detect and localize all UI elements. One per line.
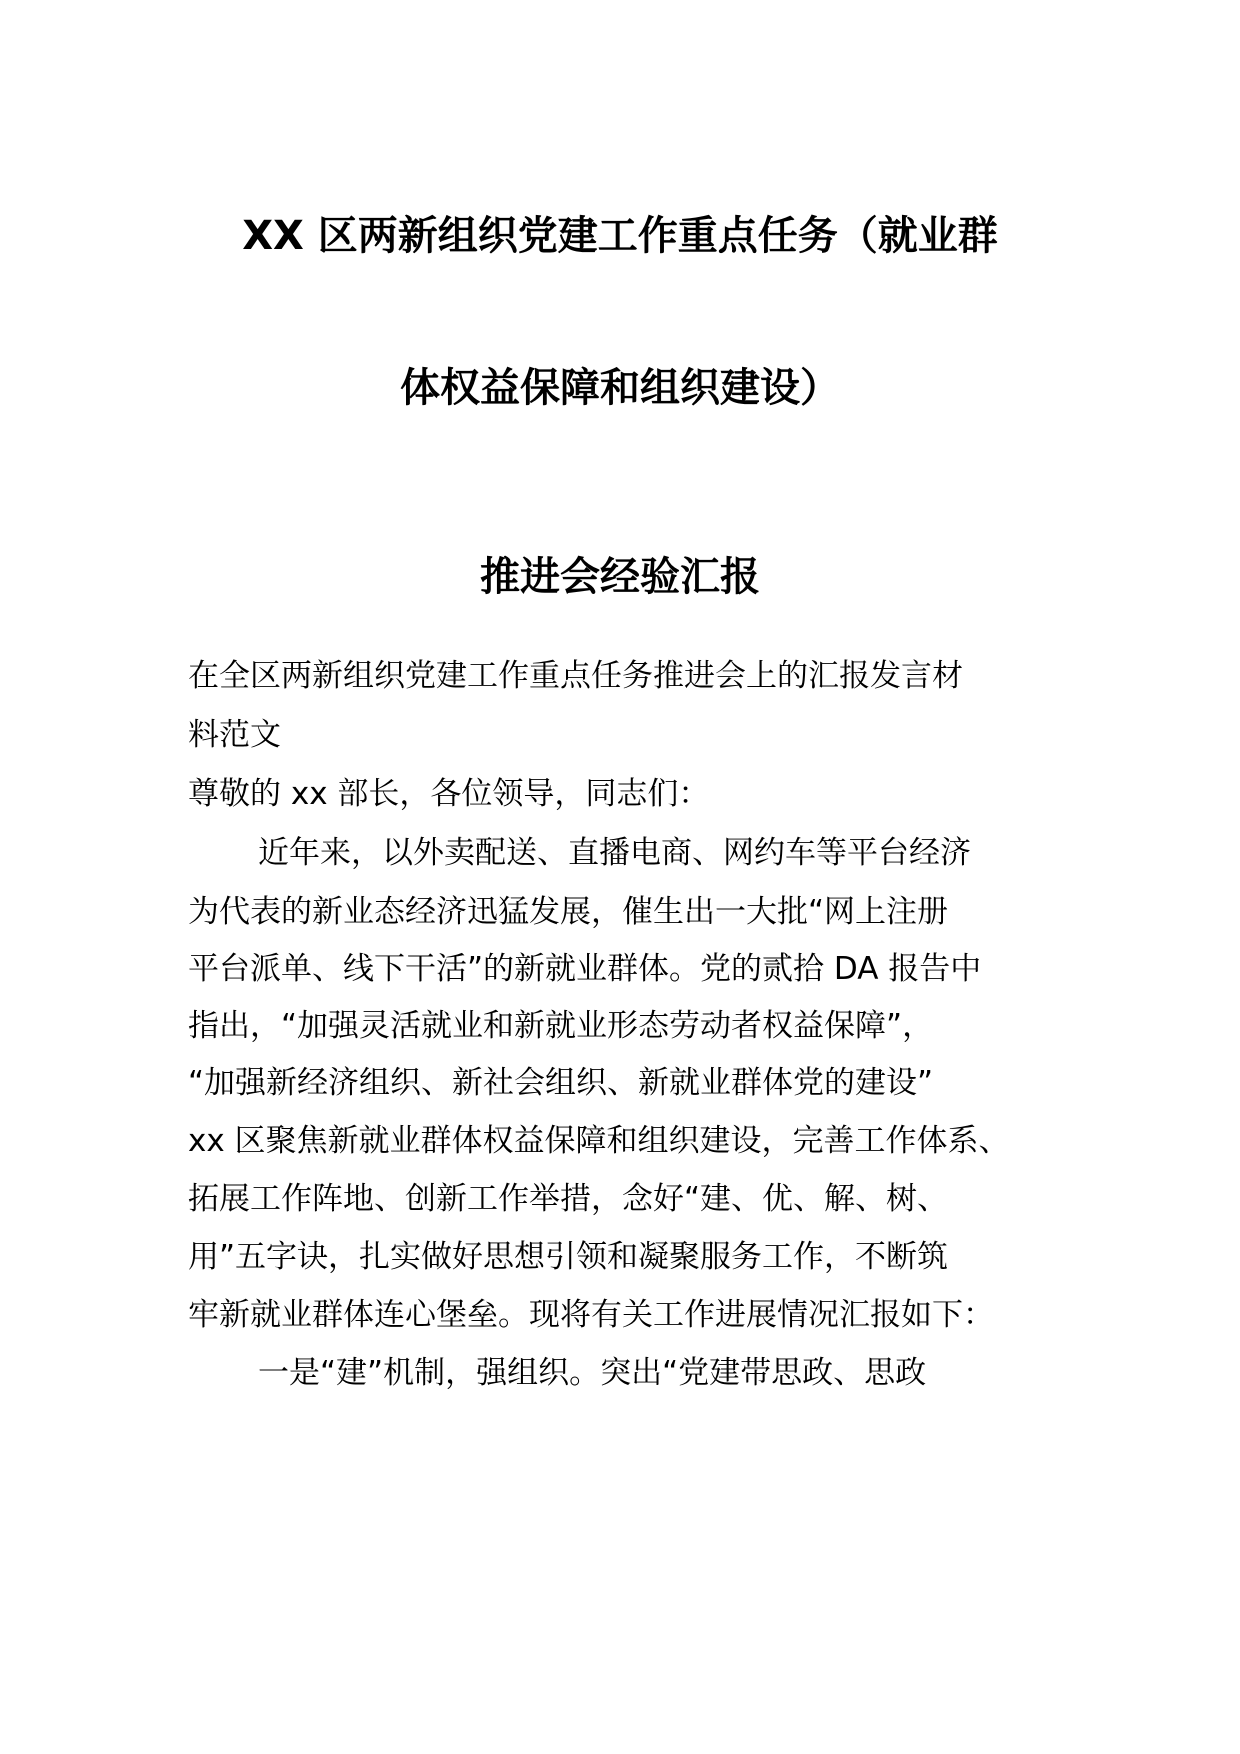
body-line-9: xx 区聚焦新就业群体权益保障和组织建设，完善工作体系、: [188, 1123, 1010, 1159]
body-line-13: 一是“建”机制，强组织。突出“党建带思政、思政: [258, 1355, 927, 1391]
title-line-3: 推进会经验汇报: [480, 554, 760, 600]
body-line-12: 牢新就业群体连心堡垒。现将有关工作进展情况汇报如下：: [188, 1297, 994, 1333]
body-line-5: 为代表的新业态经济迅猛发展，催生出一大批“网上注册: [188, 894, 949, 930]
body-line-1: 在全区两新组织党建工作重点任务推进会上的汇报发言材: [188, 658, 963, 694]
title-line-2: 体权益保障和组织建设）: [400, 365, 840, 411]
body-line-6: 平台派单、线下干活”的新就业群体。党的贰拾 DA 报告中: [188, 951, 982, 987]
body-line-8: “加强新经济组织、新社会组织、新就业群体党的建设”: [188, 1065, 934, 1101]
title-line-1: XX 区两新组织党建工作重点任务（就业群: [242, 213, 998, 259]
body-line-4: 近年来，以外卖配送、直播电商、网约车等平台经济: [258, 835, 971, 871]
body-line-7: 指出，“加强灵活就业和新就业形态劳动者权益保障”，: [188, 1008, 934, 1044]
salutation: 尊敬的 xx 部长，各位领导，同志们：: [188, 776, 710, 812]
body-line-10: 拓展工作阵地、创新工作举措，念好“建、优、解、树、: [188, 1181, 949, 1217]
body-line-2: 料范文: [188, 717, 281, 753]
body-line-11: 用”五字诀，扎实做好思想引领和凝聚服务工作，不断筑: [188, 1239, 949, 1275]
